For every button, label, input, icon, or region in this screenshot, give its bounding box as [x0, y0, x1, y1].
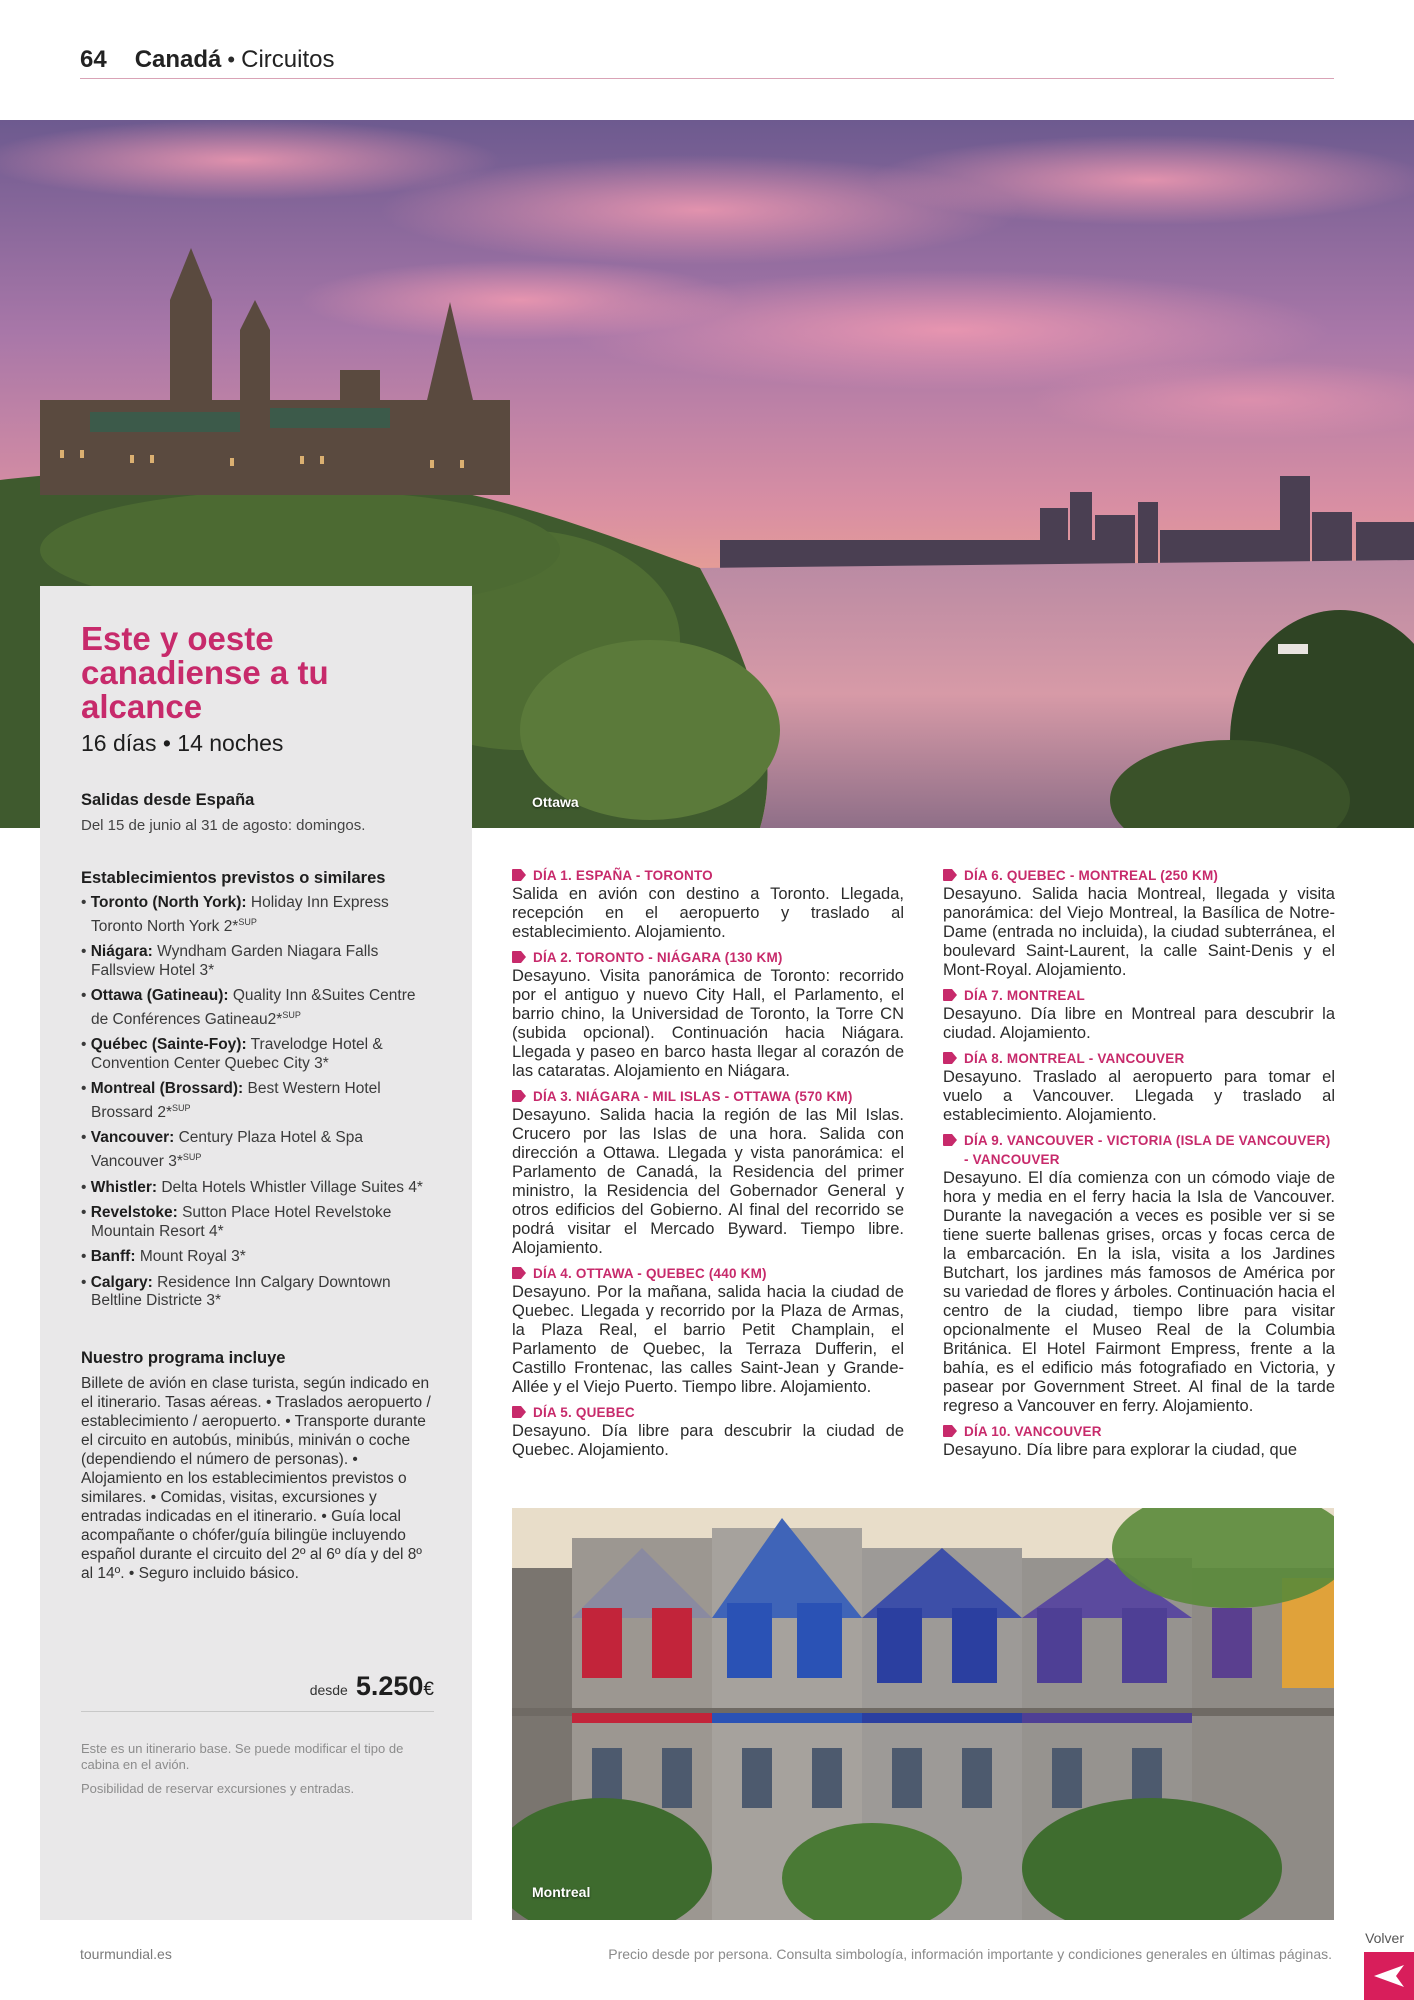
hotel-city: Banff:: [90, 1248, 136, 1266]
hotel-category-sup: SUP: [282, 1009, 301, 1020]
hotel-name: Travelodge Hotel & Convention Center Quebec City 3*: [91, 1036, 383, 1072]
notes: [81, 1741, 434, 1805]
price-amount: 5.250: [355, 1671, 424, 1701]
day-heading: [512, 1087, 904, 1106]
day-title: DÍA 4. OTTAWA - QUEBEC (440 KM): [533, 1266, 767, 1281]
category-title: Circuitos: [241, 46, 335, 73]
itinerary-day: [943, 986, 1335, 1043]
hotel-item: [81, 1179, 434, 1198]
departures-heading: Salidas desde España: [81, 791, 255, 809]
website-link[interactable]: tourmundial.es: [80, 1946, 172, 1962]
hotel-item: [81, 1204, 434, 1241]
hotel-city: Revelstoke:: [90, 1204, 178, 1222]
hotel-name: Quality Inn &Suites Centre de Conférences Gatineau2*: [91, 987, 416, 1028]
hotel-name: Delta Hotels Whistler Village Suites 4*: [161, 1178, 423, 1196]
day-heading: [512, 866, 904, 885]
photo-caption: Montreal: [532, 1884, 591, 1900]
departures-text: Del 15 de junio al 31 de agosto: domingos.: [81, 817, 366, 834]
includes-heading: Nuestro programa incluye: [81, 1348, 286, 1367]
hotel-item: [81, 1248, 434, 1267]
price-row: [81, 1671, 434, 1712]
hotel-city: Calgary:: [90, 1273, 153, 1291]
itinerary-column-left: [512, 866, 904, 1466]
includes-section: [81, 1349, 434, 1583]
page-header: [80, 46, 1334, 79]
itinerary-day: [512, 1087, 904, 1258]
play-arrow-icon: [512, 1267, 526, 1279]
itinerary-day: [943, 866, 1335, 980]
hero-caption: Ottawa: [532, 794, 579, 810]
hotel-name: Century Plaza Hotel & Spa Vancouver 3*: [91, 1129, 363, 1171]
hotel-name: Best Western Hotel Brossard 2*: [91, 1080, 381, 1121]
hotel-item: [81, 1036, 434, 1073]
bullet-dot: •: [81, 1178, 91, 1196]
note-item: Este es un itinerario base. Se puede modificar el tipo de cabina en el avión.: [81, 1741, 404, 1772]
hotel-name: Holiday Inn Express Toronto North York 2*: [91, 894, 389, 935]
includes-text: Billete de avión en clase turista, según indicado en el itinerario. Tasas aéreas. • Traslados aeropuerto / establecimiento / aeropuerto. • Transporte durante el circuito en autobús, minibús, miniván o coche (dependiendo el número de personas). • Alojamiento en los establecimientos previstos o similares. • Comidas, visitas, excursiones y entradas indicadas en el itinerario. • Guía local acompañante o chófer/guía bilingüe incluyendo español durante el circuito del 2º al 6º día y del 8º al 14º. • Seguro incluido básico.: [81, 1374, 431, 1582]
bullet-dot: •: [81, 987, 91, 1005]
day-title: DÍA 6. QUEBEC - MONTREAL (250 KM): [964, 868, 1219, 883]
bullet-dot: •: [81, 1080, 91, 1098]
day-description: Desayuno. Salida hacia la región de las Mil Islas. Crucero por las Islas de una hora. Salida con dirección a Ottawa. Llegada y vista panorámica: el Parlamento de Canadá, la Residencia del primer ministro, la Residencia del Gobernador General y otros edificios del Gobierno. Al final del recorrido se podrá visitar el Mercado Byward. Tiempo libre. Alojamiento.: [512, 1106, 904, 1257]
header-separator: •: [227, 47, 236, 72]
day-description: Desayuno. Salida hacia Montreal, llegada y visita panorámica: del Viejo Montreal, la Basílica de Notre-Dame (entrada no incluida), la ciudad subterránea, el boulevard Saint-Laurent, la calle Saint-Denis y el Mont-Royal. Alojamiento.: [943, 885, 1335, 979]
hotel-city: Toronto (North York):: [90, 894, 247, 911]
bullet-dot: •: [81, 1129, 91, 1147]
day-description: Desayuno. Día libre para explorar la ciudad, que: [943, 1441, 1298, 1459]
day-title: DÍA 9. VANCOUVER - VICTORIA (ISLA DE VANCOUVER) - VANCOUVER: [964, 1133, 1331, 1167]
hotel-city: Ottawa (Gatineau):: [90, 987, 229, 1005]
day-heading: [943, 1049, 1335, 1068]
hotel-category-sup: SUP: [238, 916, 257, 927]
price-label: desde: [309, 1682, 348, 1698]
hotel-item: [81, 1129, 434, 1171]
day-heading: [512, 1264, 904, 1283]
day-description: Desayuno. Día libre para descubrir la ciudad de Quebec. Alojamiento.: [512, 1422, 904, 1459]
hotel-name: Mount Royal 3*: [139, 1248, 246, 1266]
back-button[interactable]: [1364, 1952, 1414, 2000]
day-title: DÍA 7. MONTREAL: [964, 988, 1085, 1003]
hotel-item: [81, 943, 434, 980]
back-arrow-icon: [1374, 1965, 1404, 1987]
play-arrow-icon: [512, 951, 526, 963]
day-title: DÍA 3. NIÁGARA - MIL ISLAS - OTTAWA (570 KM): [533, 1089, 853, 1104]
play-arrow-icon: [943, 1052, 957, 1064]
itinerary-day: [943, 1422, 1335, 1460]
day-description: Salida en avión con destino a Toronto. Llegada, recepción en el aeropuerto y traslado al establecimiento. Alojamiento.: [512, 885, 904, 941]
itinerary-day: [512, 948, 904, 1081]
play-arrow-icon: [943, 869, 957, 881]
play-arrow-icon: [512, 869, 526, 881]
day-title: DÍA 10. VANCOUVER: [964, 1424, 1102, 1439]
day-title: DÍA 8. MONTREAL - VANCOUVER: [964, 1051, 1185, 1066]
day-description: Desayuno. El día comienza con un cómodo viaje de hora y media en el ferry hacia la Isla de Vancouver. Durante la navegación a veces es posible ver si se tiene suerte ballenas grises, orcas y focas cerca de la embarcación. En la isla, visita a los Jardines Butchart, los jardines más famosos de América por su variedad de flores y árboles. Continuación hacia el centro de la ciudad, tiempo libre para visitar opcionalmente el Museo Real de la Columbia Británica. El Hotel Fairmont Empress, frente a la bahía, es el edificio más fotografiado en Victoria, y pasear por Government Street. Al final de la tarde regreso a Vancouver en ferry. Alojamiento.: [943, 1169, 1335, 1415]
hotel-city: Niágara:: [90, 943, 153, 961]
play-arrow-icon: [512, 1406, 526, 1418]
itinerary-day: [512, 866, 904, 942]
itinerary-day: [512, 1264, 904, 1397]
hotel-category-sup: SUP: [171, 1102, 191, 1113]
itinerary-column-right: [943, 866, 1335, 1466]
hotel-name: Residence Inn Calgary Downtown Beltline Districte 3*: [91, 1273, 391, 1310]
day-heading: [943, 1131, 1335, 1169]
hotel-name: Sutton Place Hotel Revelstoke Mountain Resort 4*: [91, 1204, 392, 1240]
bullet-dot: •: [81, 1273, 91, 1291]
back-label[interactable]: Volver: [1365, 1930, 1404, 1946]
day-description: Desayuno. Traslado al aeropuerto para tomar el vuelo a Vancouver. Llegada y traslado al establecimiento. Alojamiento.: [943, 1068, 1335, 1124]
footer-disclaimer: Precio desde por persona. Consulta simbología, información importante y condiciones generales en últimas páginas.: [608, 1946, 1332, 1962]
departures-section: [81, 791, 434, 835]
itinerary-day: [512, 1403, 904, 1460]
day-heading: [512, 948, 904, 967]
day-heading: [943, 1422, 1335, 1441]
play-arrow-icon: [512, 1090, 526, 1102]
day-heading: [512, 1403, 904, 1422]
day-description: Desayuno. Día libre en Montreal para descubrir la ciudad. Alojamiento.: [943, 1005, 1335, 1042]
montreal-houses-illustration: [512, 1508, 1334, 1920]
bullet-dot: •: [81, 894, 91, 911]
hotel-name: Wyndham Garden Niagara Falls Fallsview Hotel 3*: [91, 943, 379, 979]
day-description: Desayuno. Por la mañana, salida hacia la ciudad de Quebec. Llegada y recorrido por la Plaza de Armas, la Plaza Real, el barrio Petit Champlain, el Parlamento de Quebec, la Terraza Dufferin, el Castillo Frontenac, las calles Saint-Jean y Grande-Allée y el Viejo Puerto. Tiempo libre. Alojamiento.: [512, 1283, 904, 1396]
hotel-item: [81, 987, 434, 1029]
day-title: DÍA 1. ESPAÑA - TORONTO: [533, 868, 713, 883]
hotels-heading: Establecimientos previstos o similares: [81, 869, 386, 887]
day-title: DÍA 5. QUEBEC: [533, 1405, 635, 1420]
itinerary-day: [943, 1049, 1335, 1125]
hotel-city: Québec (Sainte-Foy):: [90, 1036, 247, 1054]
note-item: Posibilidad de reservar excursiones y entradas.: [81, 1781, 355, 1796]
hotels-section: [81, 869, 434, 1311]
trip-duration: 16 días • 14 noches: [81, 730, 284, 756]
day-description: Desayuno. Visita panorámica de Toronto: recorrido por el antiguo y nuevo City Hall, el Parlamento, el barrio chino, la Universidad de Toronto, la Torre CN (subida opcional). Continuación hacia Niágara. Llegada y paseo en barco hasta llegar al corazón de las cataratas. Alojamiento en Niágara.: [512, 967, 904, 1080]
day-title: DÍA 2. TORONTO - NIÁGARA (130 KM): [533, 950, 783, 965]
day-heading: [943, 986, 1335, 1005]
itinerary-day: [943, 1131, 1335, 1416]
play-arrow-icon: [943, 1425, 957, 1437]
hotel-city: Montreal (Brossard):: [90, 1080, 244, 1098]
bullet-dot: •: [81, 1204, 91, 1222]
hotel-item: [81, 894, 434, 936]
page-number: 64: [80, 46, 107, 73]
hotel-category-sup: SUP: [182, 1151, 202, 1162]
hotel-list: [81, 894, 434, 1311]
play-arrow-icon: [943, 1134, 957, 1146]
trip-title: Este y oeste canadiense a tu alcance: [81, 620, 329, 725]
hotel-city: Vancouver:: [90, 1129, 175, 1147]
hotel-item: [81, 1080, 434, 1122]
destination-title: Canadá: [134, 46, 222, 73]
hotel-city: Whistler:: [90, 1178, 158, 1196]
bullet-dot: •: [81, 1248, 91, 1266]
price-currency: €: [423, 1679, 434, 1700]
bullet-dot: •: [81, 1036, 91, 1054]
trip-summary-panel: [40, 586, 472, 1920]
bullet-dot: •: [81, 943, 91, 961]
play-arrow-icon: [943, 989, 957, 1001]
day-heading: [943, 866, 1335, 885]
photo-montreal: [512, 1508, 1334, 1920]
hotel-item: [81, 1274, 434, 1311]
